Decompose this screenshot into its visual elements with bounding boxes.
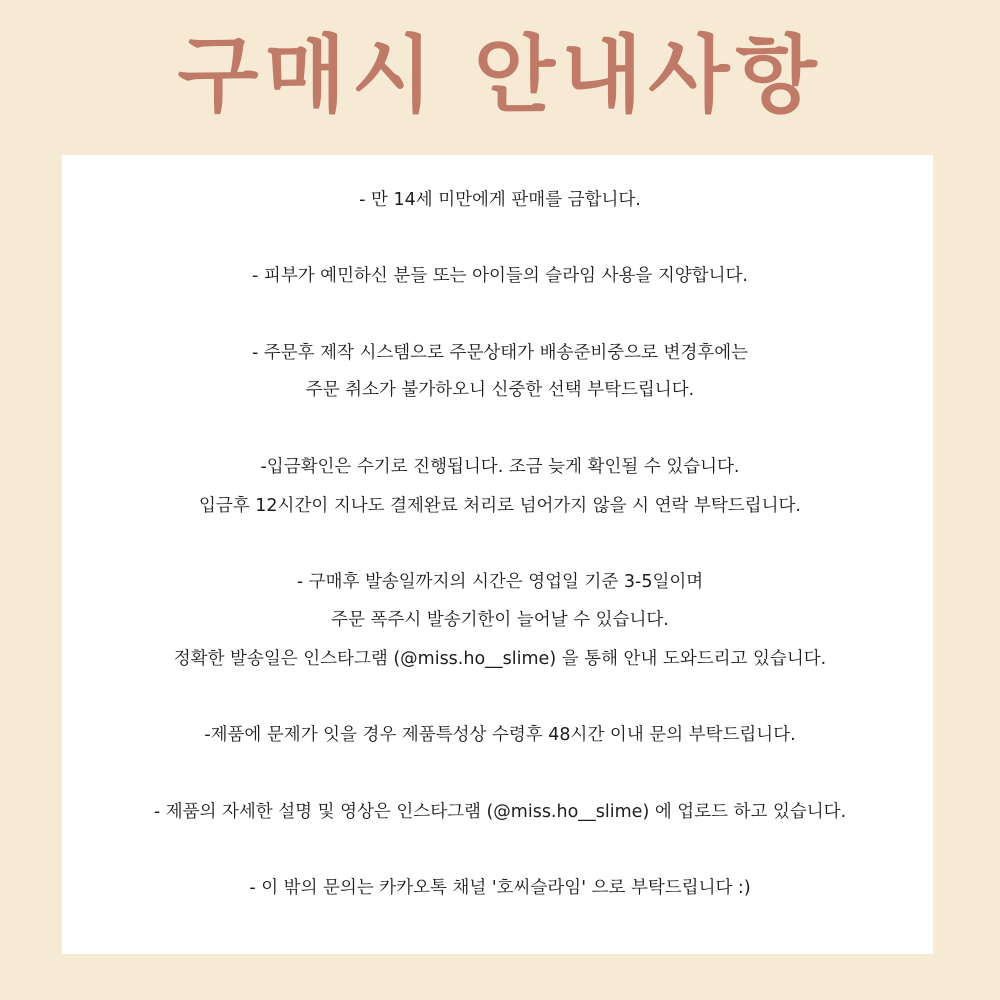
notice-deposit-line-2: 입금후 12시간이 지나도 결제완료 처리로 넘어가지 않을 시 연락 부탁드립니다. bbox=[199, 496, 801, 516]
notice-cancellation-line-2: 주문 취소가 불가하오니 신중한 선택 부탁드립니다. bbox=[305, 380, 695, 400]
notice-sensitive-skin: - 피부가 예민하신 분들 또는 아이들의 슬라임 사용을 지양합니다. bbox=[252, 266, 748, 286]
notice-cancellation-line-1: - 주문후 제작 시스템으로 주문상태가 배송준비중으로 변경후에는 bbox=[251, 343, 749, 363]
notice-shipping-line-1: - 구매후 발송일까지의 시간은 영업일 기준 3-5일이며 bbox=[296, 572, 704, 592]
notice-shipping-line-3: 정확한 발송일은 인스타그램 (@miss.ho__slime) 을 통해 안내 도와드리고 있습니다. bbox=[173, 649, 827, 669]
notice-shipping-line-2: 주문 폭주시 발송기한이 늘어날 수 있습니다. bbox=[331, 610, 669, 630]
notice-age-restriction: - 만 14세 미만에게 판매를 금합니다. bbox=[359, 190, 641, 210]
notice-card bbox=[62, 155, 933, 954]
notice-product-issue: -제품에 문제가 잇을 경우 제품특성상 수령후 48시간 이내 문의 부탁드립니다. bbox=[204, 725, 796, 745]
notice-deposit-line-1: -입금확인은 수기로 진행됩니다. 조금 늦게 확인될 수 있습니다. bbox=[260, 457, 740, 477]
notice-contact: - 이 밖의 문의는 카카오톡 채널 '호씨슬라임' 으로 부탁드립니다 :) bbox=[249, 878, 751, 898]
page-title: 구매시 안내사항 bbox=[177, 26, 823, 124]
notice-product-info: - 제품의 자세한 설명 및 영상은 인스타그램 (@miss.ho__slime) 에 업로드 하고 있습니다. bbox=[153, 802, 847, 822]
